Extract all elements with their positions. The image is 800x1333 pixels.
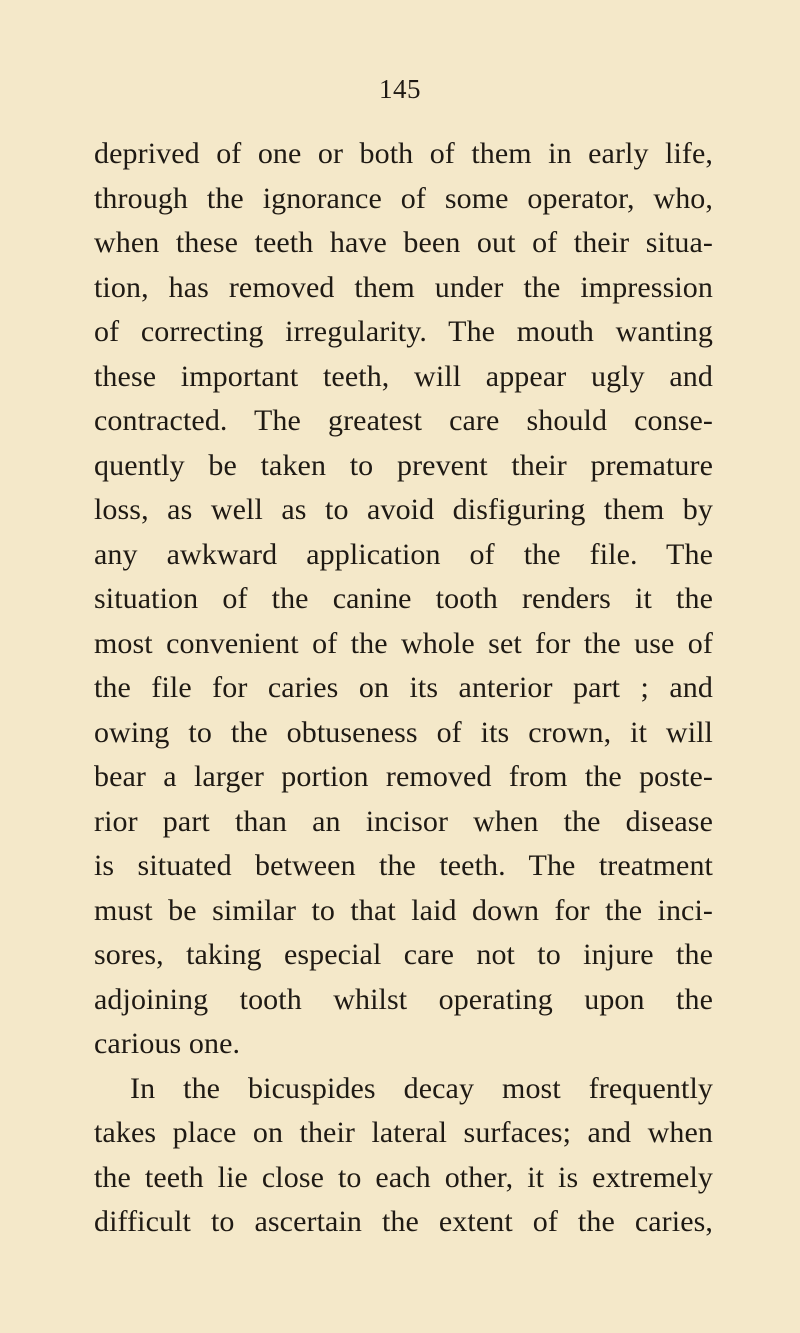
text-line: any awkward application of the file. The (94, 537, 713, 571)
text-line: the file for caries on its anterior part ; and (94, 671, 713, 704)
text-line: adjoining tooth whilst operating upon the (94, 982, 713, 1016)
text-line: takes place on their lateral surfaces; and when (94, 1116, 713, 1149)
text-line: must be similar to that laid down for the inci- (94, 893, 713, 927)
text-line: quently be taken to prevent their premature (94, 448, 713, 482)
text-line: through the ignorance of some operator, who, (94, 181, 713, 215)
text-line: difficult to ascertain the extent of the caries, (94, 1205, 713, 1238)
text-line: bear a larger portion removed from the poste- (94, 760, 713, 793)
text-line: of correcting irregularity. The mouth wanting (94, 315, 713, 348)
text-line: owing to the obtuseness of its crown, it will (94, 715, 713, 749)
paragraph-end-line: carious one. (94, 1027, 241, 1060)
text-line: most convenient of the whole set for the use of (94, 626, 713, 660)
text-line: contracted. The greatest care should conse- (94, 404, 713, 437)
page-number: 145 (379, 74, 421, 104)
text-line: tion, has removed them under the impression (94, 270, 713, 304)
text-line: rior part than an incisor when the disease (94, 804, 713, 838)
body-text (94, 132, 713, 1245)
text-line: situation of the canine tooth renders it the (94, 582, 713, 615)
text-line: deprived of one or both of them in early life, (94, 137, 713, 170)
paragraph-start-line: In the bicuspides decay most frequently (130, 1071, 713, 1105)
text-line: when these teeth have been out of their situa- (94, 226, 713, 259)
text-line: loss, as well as to avoid disfiguring them by (94, 493, 713, 526)
text-line: sores, taking especial care not to injure the (94, 938, 713, 971)
text-line: these important teeth, will appear ugly and (94, 359, 713, 393)
text-line: the teeth lie close to each other, it is extremely (94, 1160, 713, 1194)
text-line: is situated between the teeth. The treatment (94, 849, 713, 882)
